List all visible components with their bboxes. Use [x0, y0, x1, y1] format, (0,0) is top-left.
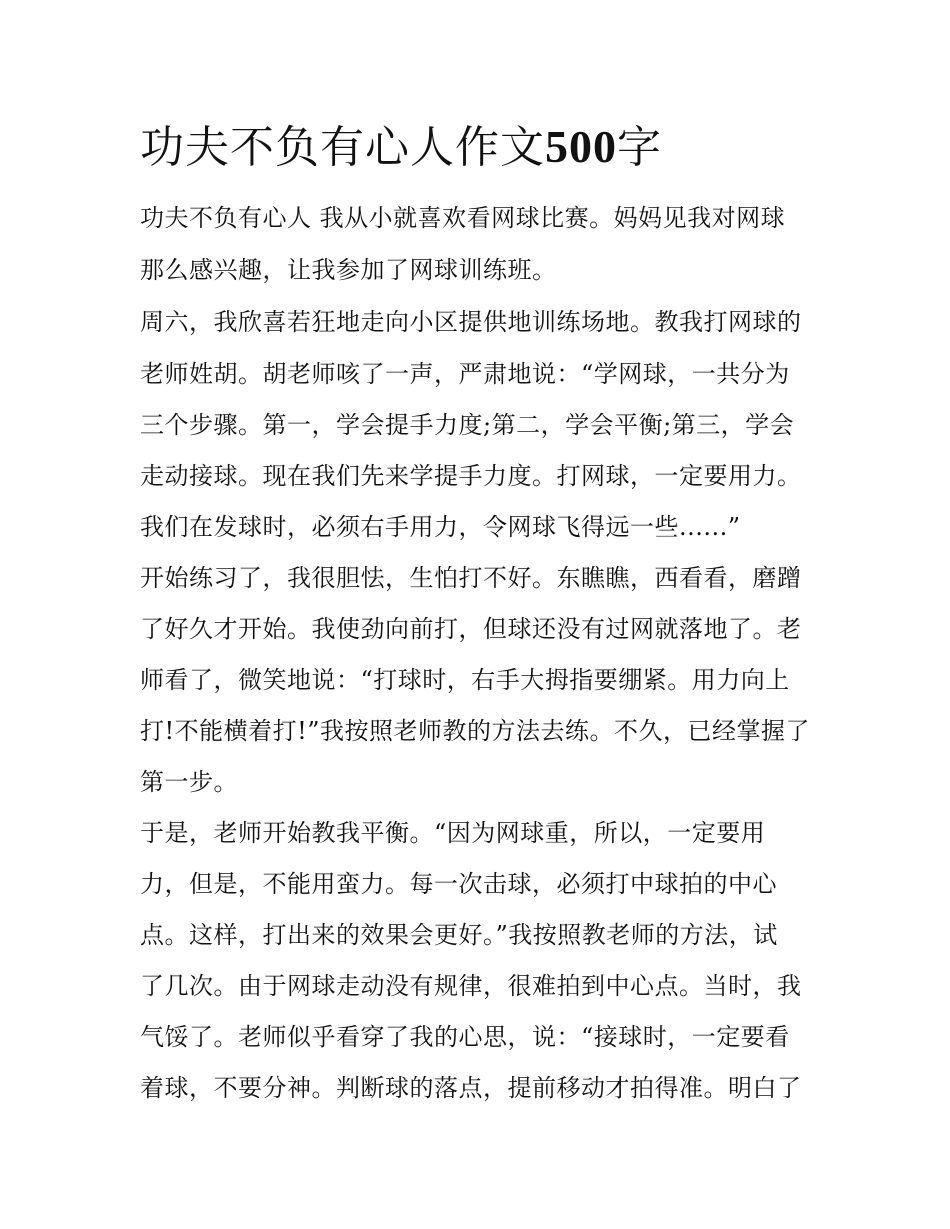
- title-number: 500: [545, 121, 617, 172]
- text-line: 三个步骤。第一，学会提手力度;第二，学会平衡;第三，学会: [140, 411, 795, 439]
- text-line: 那么感兴趣，让我参加了网球训练班。: [140, 256, 557, 284]
- text-line: 功夫不负有心人 我从小就喜欢看网球比赛。妈妈见我对网球: [140, 204, 786, 232]
- text-line: 了好久才开始。我使劲向前打，但球还没有过网就落地了。老: [140, 615, 802, 643]
- text-line: 老师姓胡。胡老师咳了一声，严肃地说：“学网球，一共分为: [140, 360, 790, 388]
- text-line: 周六，我欣喜若狂地走向小区提供地训练场地。教我打网球的: [140, 308, 802, 336]
- text-line: 我们在发球时，必须右手用力，令网球飞得远一些......”: [140, 513, 741, 541]
- text-line: 力，但是，不能用蛮力。每一次击球，必须打中球拍的中心: [140, 870, 777, 898]
- text-line: 着球，不要分神。判断球的落点，提前移动才拍得准。明白了: [140, 1074, 802, 1102]
- title-text: 功夫不负有心人作文: [140, 122, 545, 173]
- text-line: 开始练习了，我很胆怯，生怕打不好。东瞧瞧，西看看，磨蹭: [140, 564, 802, 592]
- title-suffix: 字: [617, 122, 662, 173]
- text-line: 师看了，微笑地说：“打球时，右手大拇指要绷紧。用力向上: [140, 666, 790, 694]
- text-line: 走动接球。现在我们先来学提手力度。打网球，一定要用力。: [140, 462, 802, 490]
- text-line: 了几次。由于网球走动没有规律，很难拍到中心点。当时，我: [140, 972, 802, 1000]
- text-line: 点。这样，打出来的效果会更好。”我按照教老师的方法，试: [140, 921, 778, 949]
- text-line: 第一步。: [140, 768, 238, 796]
- text-line: 于是，老师开始教我平衡。“因为网球重，所以，一定要用: [140, 819, 766, 847]
- text-line: 气馁了。老师似乎看穿了我的心思，说：“接球时，一定要看: [140, 1023, 790, 1051]
- document-title: [140, 112, 662, 183]
- text-line: 打!不能横着打!”我按照老师教的方法去练。不久，已经掌握了: [140, 717, 811, 745]
